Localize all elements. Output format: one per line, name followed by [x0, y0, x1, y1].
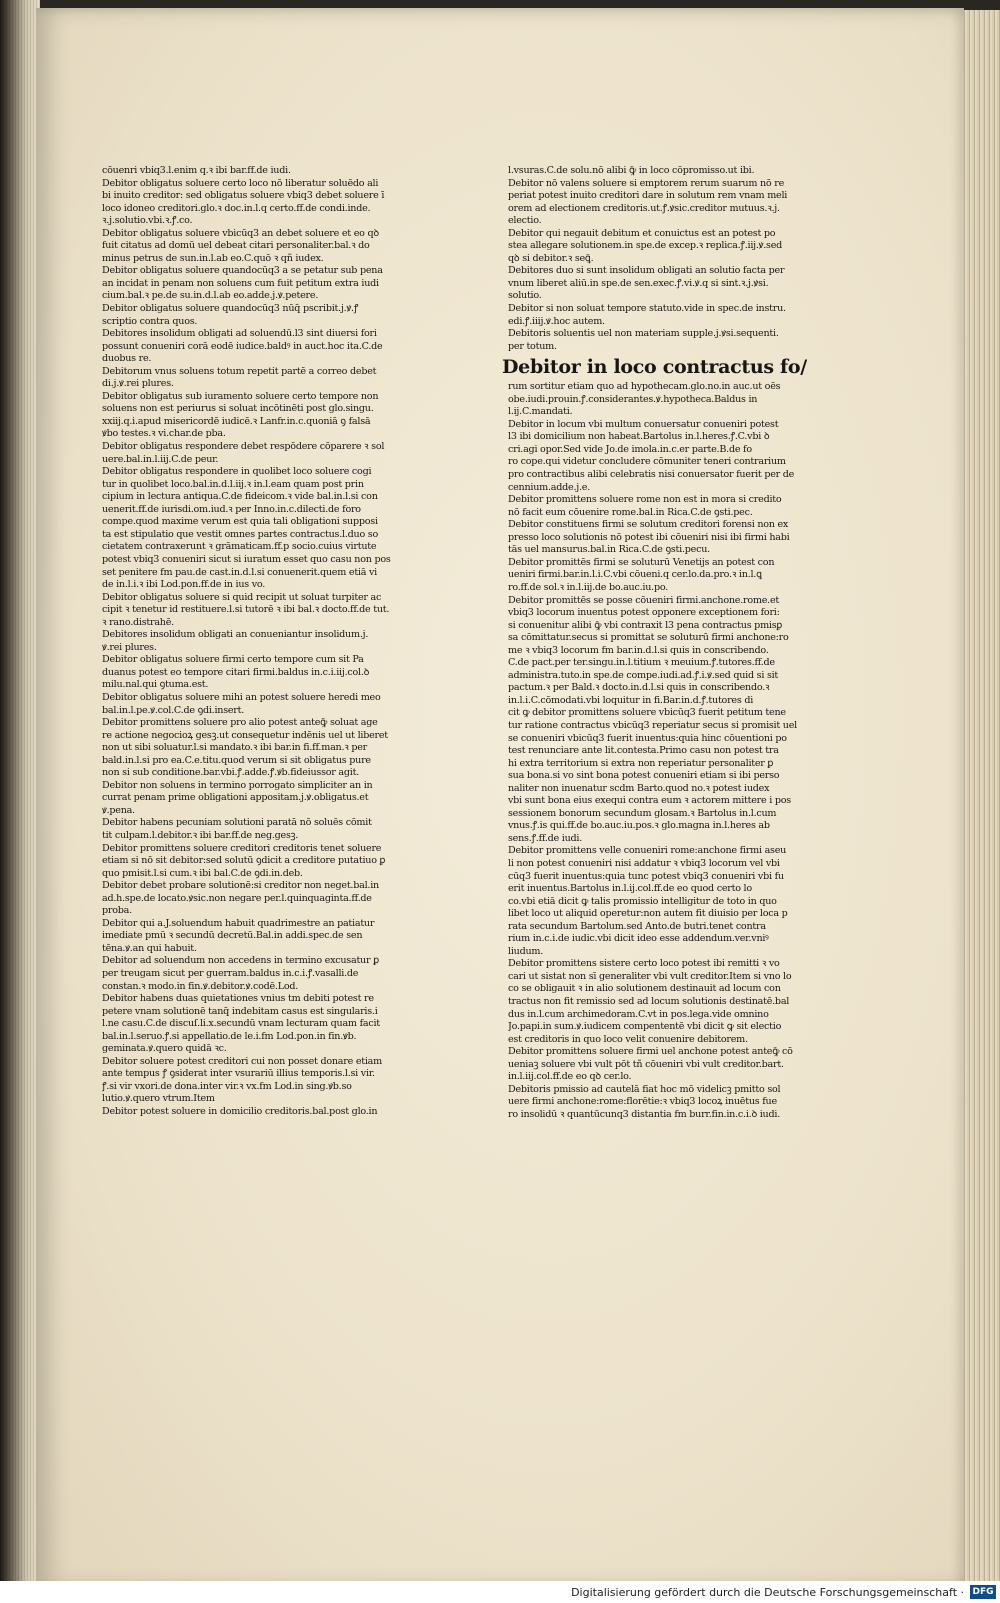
right-column-upper-entries — [508, 165, 833, 353]
text-line: Debitoris pmissio ad cautelā fiat hoc mō videlicꝫ pmitto sol — [508, 1083, 781, 1095]
text-line: loco idoneo creditori.glo.ꝛ doc.in.l.q certo.ff.de condi.inde. — [102, 202, 371, 214]
text-line: Debitores duo si sunt insolidum obligati an solutio facta per — [508, 265, 785, 277]
text-line: Debitor constituens firmi se solutum creditori forensi non ex — [508, 519, 789, 531]
text-line: Debitor obligatus soluere mihi an potest soluere heredi meo — [102, 691, 381, 703]
text-line: Debitor non soluens in termino porrogato simpliciter an in — [102, 779, 373, 791]
text-line: hi extra territorium si extra non reperiatur personaliter ꝑ — [508, 757, 774, 769]
text-line: soluens non est periurus si soluat incōtinēti post glo.singu. — [102, 403, 374, 415]
text-line: l.ne casu.C.de discuſ.li.x.secundū vnam lecturam quam facit — [102, 1018, 380, 1030]
text-line: Debitor obligatus sub iuramento soluere certo tempore non — [102, 390, 379, 402]
text-line: Debitores insolidum obligati an conueniantur insolidum.j. — [102, 629, 369, 641]
text-line: li non potest conueniri nisi addatur ꝛ vbiq3 locorum vel vbi — [508, 857, 780, 869]
text-line: uere firmi anchone:rome:florētie:ꝛ vbiq3 locoꝝ inuētus fue — [508, 1096, 777, 1108]
text-line: compe.quod maxime verum est quia tali obligationi supposi — [102, 516, 378, 528]
text-line: non ut sibi soluatur.l.si mandato.ꝛ ibi bar.in fi.ff.man.ꝛ per — [102, 742, 368, 754]
text-line: cietatem contraxerunt ꝛ grāmaticam.ff.p socio.cuius virtute — [102, 541, 377, 553]
text-line: vnus.ꝭ.is qui.ff.de bo.auc.iu.pos.ꝛ glo.magna in.l.heres ab — [508, 820, 770, 832]
text-line: proba. — [102, 905, 132, 917]
funding-notice: Digitalisierung gefördert durch die Deutsche Forschungsgemeinschaft · — [571, 1585, 964, 1599]
text-line: tractus non fit remissio sed ad locum solutionis destinatē.bal — [508, 996, 790, 1007]
text-line: Debitorum vnus soluens totum repetit partē a correo debet — [102, 365, 377, 377]
text-line: me ꝛ vbiq3 locorum fm bar.in.d.l.si quis in conscribendo. — [508, 644, 769, 656]
text-line: administra.tuto.in spe.de compe.iudi.ad.ꝭ.i.ꝟ.sed quid si sit — [508, 669, 779, 681]
text-line: cennium.adde.j.e. — [508, 481, 591, 493]
text-line: sens.ꝭ.ff.de iudi. — [508, 832, 583, 844]
text-line: Debitor promittens soluere rome non est in mora si credito — [508, 494, 782, 506]
text-line: Debitor potest soluere in domicilio creditoris.bal.post glo.in — [102, 1106, 378, 1118]
text-line: naliter non inuenatur scdm Barto.quod no.ꝛ potest iudex — [508, 782, 770, 794]
text-line: per totum. — [508, 340, 557, 352]
text-line: duobus re. — [102, 353, 152, 365]
text-line: co.vbi etiā dicit ꝙ talis promissio intelligitur de toto in quo — [508, 895, 777, 907]
text-line: Debitoris soluentis uel non materiam supple.j.ꝟsi.sequenti. — [508, 328, 779, 340]
text-line: ro cope.qui videtur concludere cōmuniter teneri contrarium — [508, 456, 786, 468]
text-line: per treugam sicut per guerram.baldus in.c.i.ꝭ.vasalli.de — [102, 968, 359, 979]
text-line: l3 ibi domicilium non habeat.Bartolus in.l.heres.ꝭ.C.vbi ꝺ — [508, 431, 770, 443]
text-line: Debitores insolidum obligati ad soluendū.l3 sint diuersi fori — [102, 328, 377, 340]
text-line: tēna.ꝟ.an qui habuit. — [102, 942, 197, 954]
text-line: uere.bal.in.l.iij.C.de peur. — [102, 453, 219, 465]
text-line: Debitor obligatus soluere quandocūq3 nūq̄ pscribit.j.ꝟ.ꝭ — [102, 303, 359, 315]
text-line: Debitor obligatus soluere vbicūq3 an debet soluere et eo qꝺ — [102, 227, 379, 239]
text-line: vbi sunt bona eius exequi contra eum ꝛ actorem mittere i pos — [508, 795, 791, 807]
text-line: se conueniri vbicūq3 fuerit inuentus:quia hinc cōuentioni po — [508, 732, 787, 744]
text-line: stea allegare solutionem.in spe.de excep.ꝛ replica.ꝭ.iij.ꝟ.sed — [508, 240, 783, 252]
text-line: test renunciare ante lit.contesta.Primo casu non potest tra — [508, 745, 779, 757]
text-line: etiam si nō sit debitor:sed solutū ꝯdicit a creditore putatiuo ꝑ — [102, 855, 386, 867]
text-line: edi.ꝭ.iiij.ꝟ.hoc autem. — [508, 315, 605, 327]
text-line: dus in.l.cum archimedoram.C.vt in pos.lega.vide omnino — [508, 1008, 769, 1020]
text-line: cipit ꝛ tenetur id restituere.l.si tutorē ꝛ ibi bal.ꝛ docto.ff.de tut. — [102, 604, 390, 616]
text-line: petere vnam solutionē tanq̄ indebitam casus est singularis.i — [102, 1005, 378, 1017]
text-line: cōuenri vbiq3.l.enim q.ꝛ ibi bar.ff.de iudi. — [102, 165, 291, 176]
text-line: ueniaꝫ soluere vbi vult pōt tñ cōueniri vbi vult creditor.bart. — [508, 1058, 784, 1070]
text-line: cūq3 fuerit inuentus:quia tunc potest vbiq3 conueniri vbi fu — [508, 870, 784, 882]
text-line: libet loco ut aliquid operetur:non autem fit diuisio per loca p — [508, 908, 788, 920]
text-line: presso loco solutionis nō potest ibi cōueniri nisi ibi firmi habi — [508, 531, 790, 543]
text-line: Debitor in locum vbi multum conuersatur conueniri potest — [508, 418, 779, 430]
text-line: tās uel mansurus.bal.in Rica.C.de ꝯsti.pecu. — [508, 544, 710, 556]
text-line: co se obligauit ꝛ in alio solutionem destinauit ad locum con — [508, 983, 781, 995]
text-line: Debitor qui negauit debitum et conuictus est an potest po — [508, 227, 776, 239]
text-line: ꝛ rano.distrahē. — [102, 616, 174, 628]
text-line: ꝟbo testes.ꝛ vi.char.de pba. — [102, 428, 226, 440]
text-line: sessionem bonorum secundum glosam.ꝛ Bartolus in.l.cum — [508, 807, 777, 819]
text-line: in.l.i.C.cōmodati.vbi loquitur in fi.Bar.in.d.ꝭ.tutores di — [508, 694, 754, 706]
text-line: ad.h.spe.de locato.ꝟsic.non negare per.l.quinquaginta.ff.de — [102, 892, 372, 904]
text-line: in.l.iij.col.ff.de eo qꝺ cer.lo. — [508, 1071, 632, 1083]
text-line: tit culpam.l.debitor.ꝛ ibi bar.ff.de neg.gesꝫ. — [102, 829, 299, 841]
text-line: solutio. — [508, 290, 542, 302]
text-line: Debitor obligatus soluere firmi certo tempore cum sit Pa — [102, 654, 364, 666]
text-line: geminata.ꝟ.quero quidā ꝛc. — [102, 1043, 227, 1055]
text-line: possunt conueniri corā eodē iudice.baldꝰ in auct.hoc ita.C.de — [102, 340, 383, 352]
text-line: nō facit eum cōuenire rome.bal.in Rica.C.de ꝯsti.pec. — [508, 506, 753, 518]
text-line: Debitor si non soluat tempore statuto.vide in spec.de instru. — [508, 303, 786, 315]
section-heading: Debitor in loco contractus fo/ — [502, 356, 807, 379]
text-line: Debitor promittens soluere pro alio potest anteꝙ̄ soluat age — [102, 717, 378, 729]
text-line: ro insolidū ꝛ quantūcunq3 distantia fm burr.fin.in.c.i.ꝺ iudi. — [508, 1108, 780, 1120]
text-line: tur ratione contractus vbicūq3 reperiatur secus si promisit uel — [508, 719, 797, 731]
text-line: erit inuentus.Bartolus in.l.ij.col.ff.de eo quod certo lo — [508, 883, 752, 895]
text-line: bal.in.l.pe.ꝟ.col.C.de ꝯdi.insert. — [102, 704, 245, 716]
text-line: cri.agi opor.Sed vide Jo.de imola.in.c.er parte.B.de fo — [508, 443, 752, 455]
text-line: bi inuito creditor: sed obligatus soluere vbiq3 debet soluere ī — [102, 190, 385, 202]
text-line: periat potest inuito creditori dare in solutum rem vnam meli — [508, 190, 788, 202]
text-line: Debitor promittens soluere creditori creditoris tenet soluere — [102, 842, 382, 854]
text-line: Debitor promittens velle conueniri rome:anchone firmi aseu — [508, 845, 787, 857]
text-line: rium in.c.i.de iudic.vbi dicit ideo esse addendum.ver.vniꝰ — [508, 933, 769, 945]
right-text-column — [502, 165, 833, 1121]
text-line: Debitor habens duas quietationes vnius tm debiti potest re — [102, 993, 374, 1005]
text-line: imediate pmū ꝛ secundū decretū.Bal.in addi.spec.de sen — [102, 930, 363, 942]
text-line: Debitor qui a.J.soluendum habuit quadrimestre an patiatur — [102, 917, 375, 929]
text-line: uenerit.ff.de iurisdi.om.iud.ꝛ per Inno.in.c.dilecti.de foro — [102, 503, 361, 515]
text-line: bal.in.l.seruo.ꝭ.si appellatio.de le.i.fm Lod.pon.in fin.ꝟb. — [102, 1030, 357, 1042]
text-line: sa cōmittatur.secus si promittat se soluturū firmi anchone:ro — [508, 632, 789, 644]
text-line: xxiij.q.i.apud misericordē iudicē.ꝛ Lanfr.in.c.quoniā ꝯ falsā — [102, 415, 371, 427]
text-line: bald.in.l.si pro ea.C.e.titu.quod verum si sit obligatus pure — [102, 754, 371, 766]
text-line: Debitor nō valens soluere si emptorem rerum suarum nō re — [508, 177, 785, 189]
text-line: minus petrus de sun.in.l.ab eo.C.quō ꝛ qñ iudex. — [102, 252, 324, 264]
text-line: di.j.ꝟ.rei plures. — [102, 378, 174, 390]
text-line: Debitor obligatus soluere si quid recipit ut soluat turpiter ac — [102, 591, 382, 603]
text-line: ante tempus ꝭ ꝯsiderat inter vsurariū illius temporis.l.si vir. — [102, 1068, 375, 1080]
text-line: l.vsuras.C.de solu.nō alibi ꝙ̄ in loco cōpromisso.ut ibi. — [508, 165, 755, 176]
text-line: cari ut sistat non sī generaliter vbi vult creditor.Item si vno lo — [508, 970, 792, 982]
text-line: Debitor obligatus soluere certo loco nō liberatur soluēdo ali — [102, 177, 379, 189]
text-line: Debitor obligatus respondere debet respōdere cōparere ꝛ sol — [102, 441, 385, 453]
text-line: obe.iudi.prouin.ꝭ.considerantes.ꝟ.hypotheca.Baldus in — [508, 393, 758, 405]
text-line: fuit citatus ad domū uel debeat citari personaliter.bal.ꝛ do — [102, 240, 370, 252]
digitization-footer — [0, 1581, 1000, 1603]
right-column-lower-entries — [508, 381, 833, 1121]
text-line: Debitor promittens sistere certo loco potest ibi remitti ꝛ vo — [508, 958, 780, 970]
text-line: Debitor habens pecuniam solutioni paratā nō soluēs cōmit — [102, 817, 372, 829]
text-line: Debitor promittēs firmi se soluturū Venetijs an potest con — [508, 556, 775, 568]
text-line: non si sub conditione.bar.vbi.ꝭ.adde.ꝭ.ꝟb.fideiussor agit. — [102, 767, 359, 779]
text-line: ueniri firmi.bar.in.l.i.C.vbi cōueni.q cer.lo.da.pro.ꝛ in.l.ꝗ — [508, 569, 762, 581]
text-line: lutio.ꝟ.quero vtrum.Item — [102, 1093, 215, 1105]
text-line: potest vbiq3 conueniri sicut si iuratum esset quo casu non pos — [102, 553, 391, 565]
text-line: de in.l.i.ꝛ ibi Lod.pon.ff.de in ius vo. — [102, 579, 266, 591]
text-line: C.de pact.per ter.singu.in.l.titium ꝛ meuium.ꝭ.tutores.ff.de — [508, 657, 775, 669]
text-line: ꝭ.si vir vxori.de dona.inter vir.ꝛ vx.fm Lod.in sing.ꝟb.so — [102, 1080, 352, 1092]
text-line: Debitor obligatus respondere in quolibet loco soluere cogi — [102, 466, 372, 478]
text-line: est creditoris in quo loco velit conuenire debitorem. — [508, 1033, 748, 1045]
text-line: si conuenitur alibi ꝙ̄ vbi contraxit l3 pena contractus pmisꝑ — [508, 619, 783, 631]
text-line: cipium in lectura antiqua.C.de fideicom.ꝛ vide bal.in.l.si con — [102, 491, 378, 503]
text-line: l.ij.C.mandati. — [508, 406, 573, 418]
text-line: Jo.papi.in sum.ꝟ.iudicem compententē vbi dicit ꝙ sit electio — [508, 1021, 782, 1033]
text-line: rum sortitur etiam quo ad hypothecam.glo.no.in auc.ut oēs — [508, 381, 781, 393]
text-line: re actione negocioꝝ gesꝫ.ut consequetur indēnis uel ut liberet — [102, 729, 388, 741]
text-line: ꝟ.rei plures. — [102, 641, 157, 653]
text-line: Debitor soluere potest creditori cui non posset donare etiam — [102, 1055, 382, 1067]
left-text-column — [102, 165, 432, 1119]
text-line: vnum liberet aliū.in spe.de sen.exec.ꝭ.vi.ꝟ.q si sint.ꝛ.j.ꝟsi. — [508, 277, 769, 289]
text-line: duanus potest eo tempore citari firmi.baldus in.c.i.iij.col.ꝺ — [102, 666, 370, 678]
text-line: Debitor promittens soluere firmi uel anchone potest anteꝙ̄ cō — [508, 1046, 793, 1058]
text-line: an incidat in penam non soluens cum fuit petitum extra iudi — [102, 277, 379, 289]
text-line: constan.ꝛ modo.in fin.ꝟ.debitor.ꝟ.codē.Lod. — [102, 980, 299, 992]
text-line: scriptio contra quos. — [102, 315, 198, 327]
text-line: tur in quolibet loco.bal.in.d.l.iij.ꝛ in.l.eam quam post prin — [102, 478, 364, 490]
text-line: liudum. — [508, 945, 544, 957]
text-line: ꝟ.pena. — [102, 804, 135, 816]
text-line: ro.ff.de sol.ꝛ in.l.iij.de bo.auc.iu.po. — [508, 581, 668, 593]
book-page — [36, 8, 964, 1588]
text-line: cium.bal.ꝛ pe.de su.in.d.l.ab eo.adde.j.ꝟ.petere. — [102, 290, 319, 302]
dfg-logo: DFG — [970, 1585, 996, 1599]
text-line: sua bona.si vo sint bona potest conueniri etiam si ibi perso — [508, 770, 780, 782]
text-line: electio. — [508, 215, 542, 227]
text-line: orem ad electionem creditoris.ut.ꝭ.ꝟsic.creditor mutuus.ꝛ.j. — [508, 202, 780, 214]
text-line: Debitor debet probare solutionē:si creditor non neget.bal.in — [102, 880, 379, 892]
text-line: currat penam prime obligationi appositam.j.ꝟ.obligatus.et — [102, 792, 369, 804]
text-line: Debitor obligatus soluere quandocūq3 a se petatur sub pena — [102, 265, 383, 277]
text-line: set penitere fm pau.de cast.in.d.l.si conuenerit.quem etiā vi — [102, 566, 377, 578]
text-line: qꝺ si debitor.ꝛ seꝗ̄. — [508, 252, 594, 264]
text-line: pactum.ꝛ per Bald.ꝛ docto.in.d.l.si quis in conscribendo.ꝛ — [508, 682, 770, 694]
text-line: ta est stipulatio que vestit omnes partes contractus.l.duo so — [102, 528, 378, 540]
text-line: Debitor ad soluendum non accedens in termino excusatur ꝑ — [102, 955, 379, 967]
text-line: vbiq3 locorum inuentus potest opponere exceptionem fori: — [508, 607, 780, 619]
text-line: pro contractibus alibi celebratis nisi conuersator fuerit per de — [508, 469, 795, 481]
text-line: milu.nal.qui ꝯtuma.est. — [102, 679, 209, 691]
text-line: ꝛ.j.solutio.vbi.ꝛ.ꝭ.co. — [102, 215, 193, 227]
book-spine — [0, 0, 40, 1603]
text-line: Debitor promittēs se posse cōueniri firmi.anchone.rome.et — [508, 594, 779, 606]
text-line: cit ꝙ debitor promittens soluere vbicūq3 fuerit petitum tene — [508, 707, 786, 719]
text-line: rata secundum Bartolum.sed Anto.de butri.tenet contra — [508, 920, 766, 932]
text-line: quo pmisit.l.si cum.ꝛ ibi bal.C.de ꝯdi.in.deb. — [102, 867, 303, 879]
